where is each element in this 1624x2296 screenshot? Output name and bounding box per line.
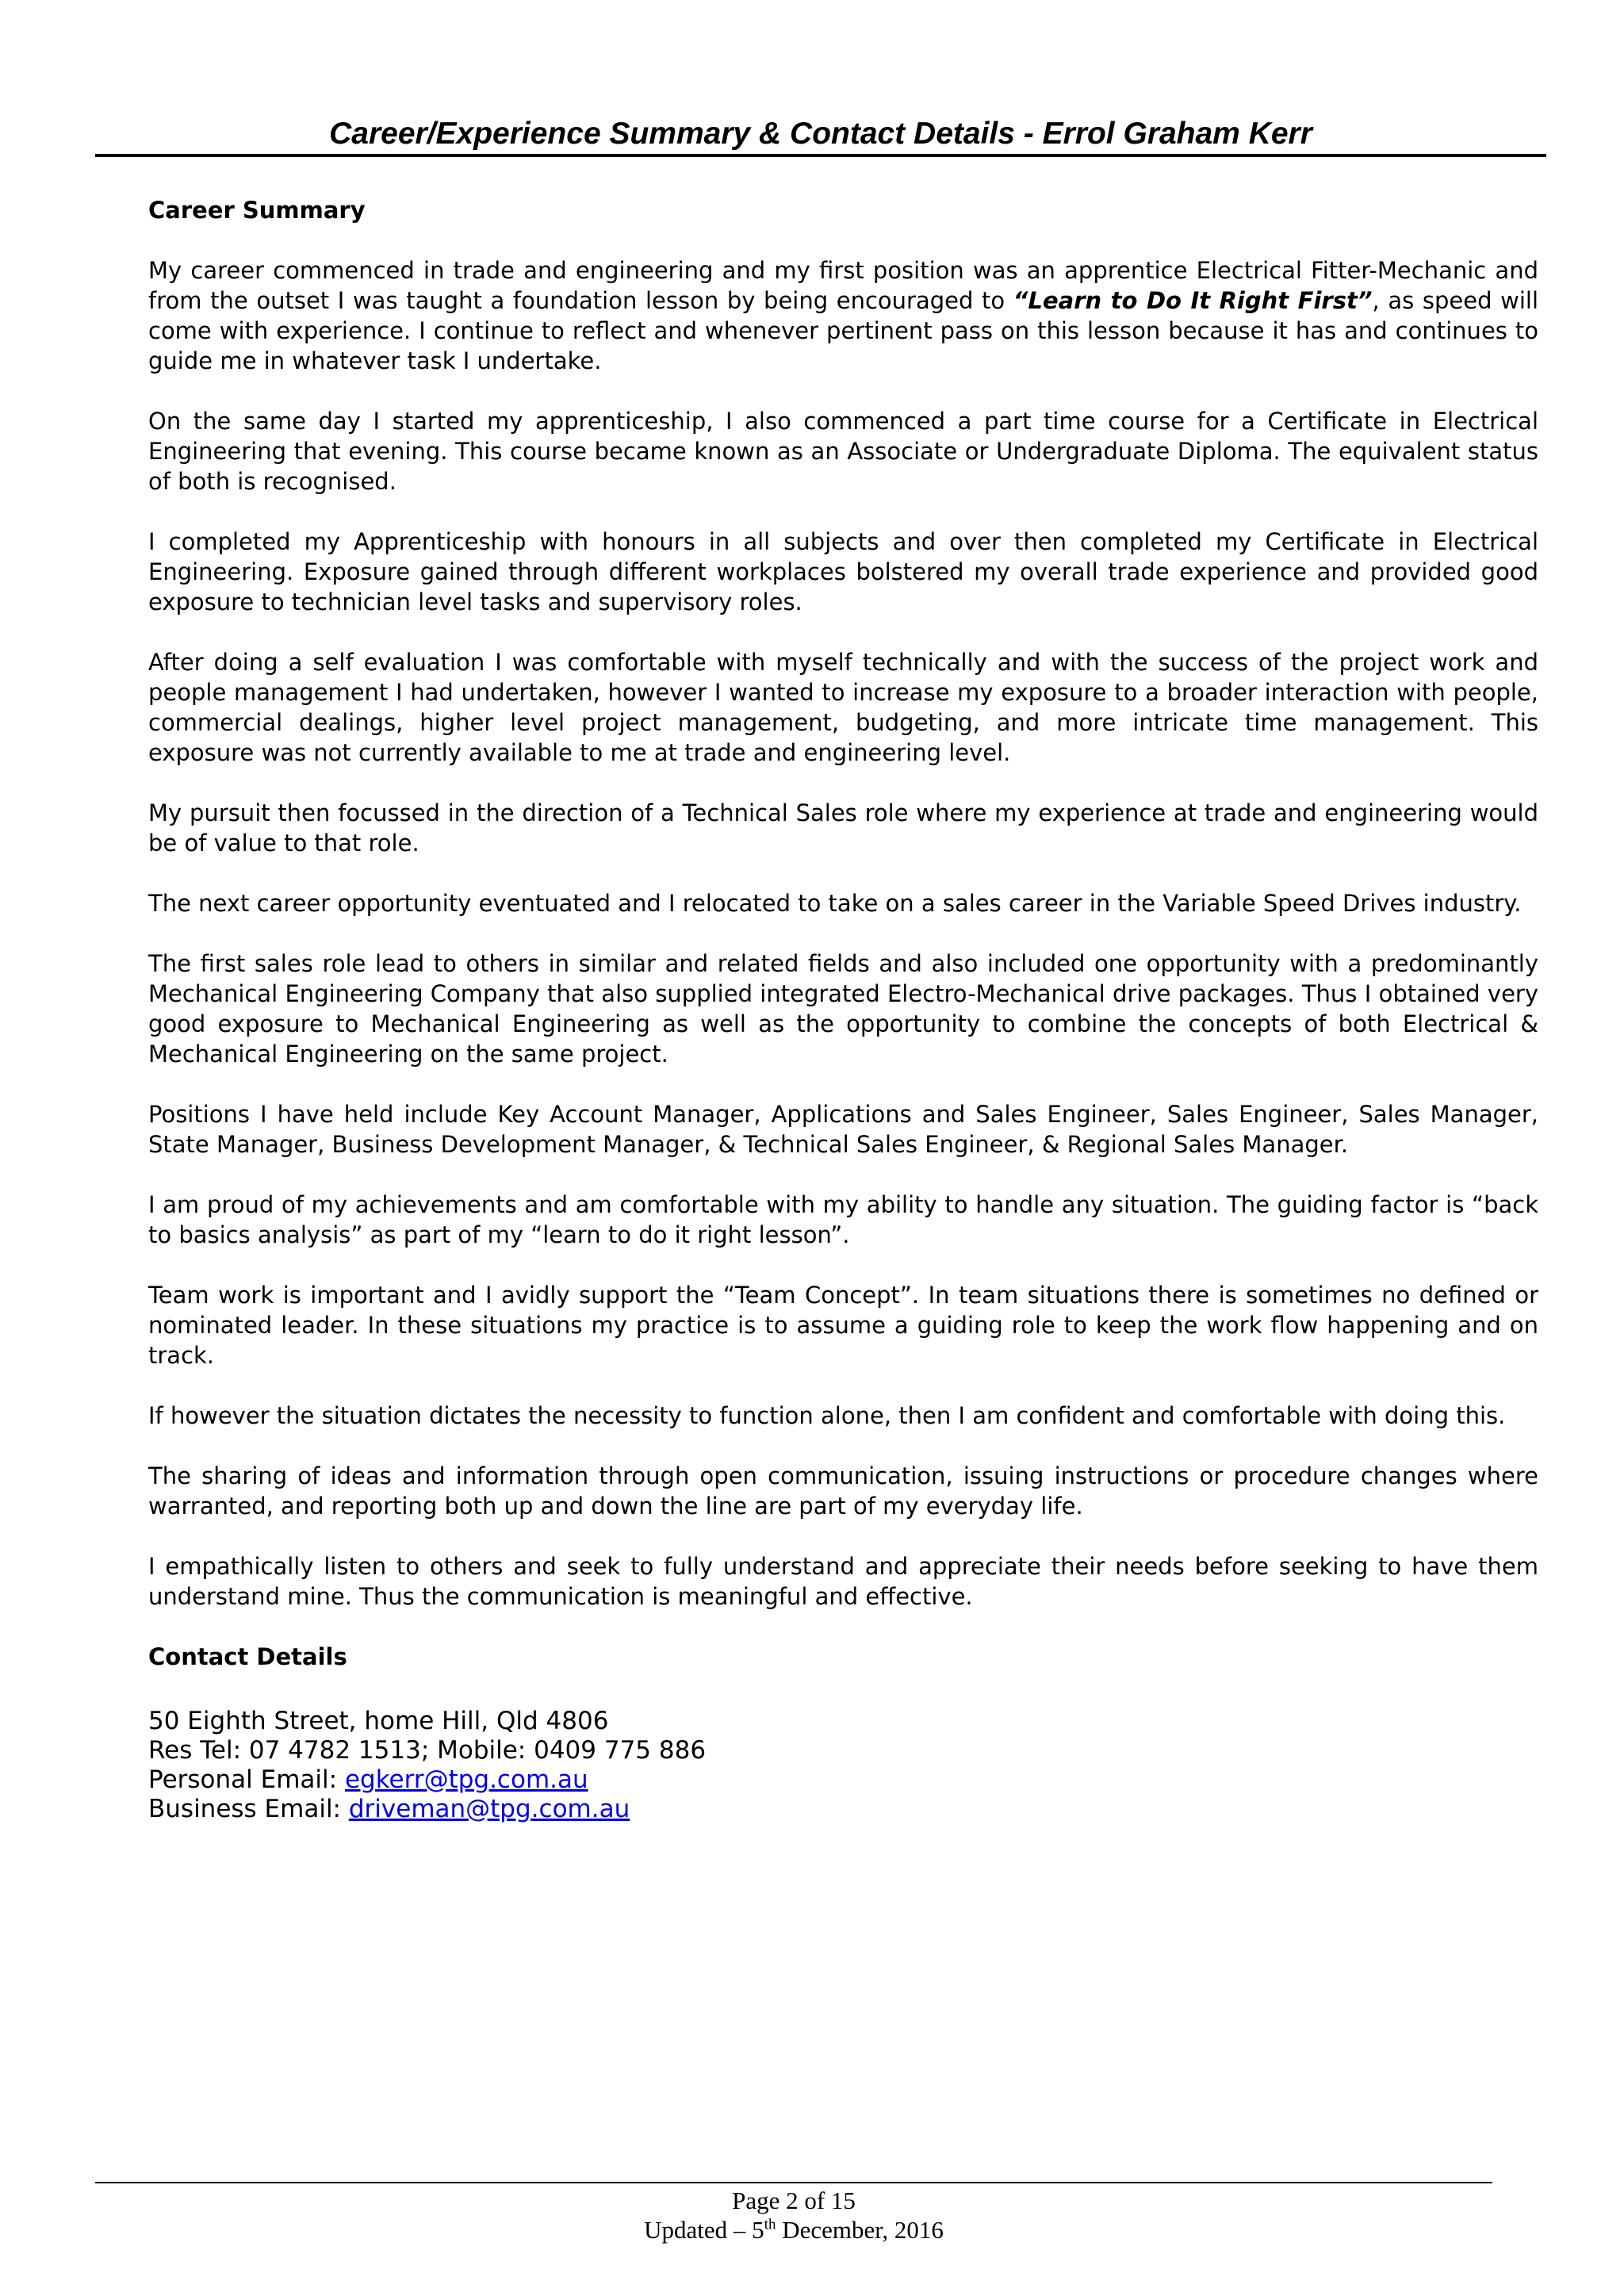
career-paragraph: After doing a self evaluation I was comfortable with myself technically and with the success of the project work and people management I had undertaken, however I wanted to increase my exposure to a broader interaction with people, commercial dealings, higher level project management, budgeting, and more intricate time management. This exposure was not currently available to me at trade and engineering level.	[148, 649, 1538, 766]
business-email-label: Business Email:	[148, 1795, 349, 1823]
career-paragraph: Positions I have held include Key Account Manager, Applications and Sales Engineer, Sales Engineer, Sales Manager, State Manager, Business Development Manager, & Technical Sales Engineer, & Regional Sales Manager.	[148, 1101, 1538, 1158]
page-footer	[95, 2186, 1492, 2244]
updated-date	[95, 2215, 1492, 2244]
page-number: Page 2 of 15	[732, 2187, 856, 2214]
document-body	[148, 195, 1538, 1824]
phone-numbers: Res Tel: 07 4782 1513; Mobile: 0409 775 886	[148, 1736, 707, 1765]
personal-email-link[interactable]: egkerr@tpg.com.au	[344, 1765, 588, 1794]
personal-email-line	[148, 1765, 1538, 1795]
career-paragraph: The sharing of ideas and information through open communication, issuing instructions or procedure changes where warranted, and reporting both up and down the line are part of my everyday life.	[148, 1462, 1538, 1520]
updated-prefix: Updated – 5	[644, 2216, 764, 2244]
career-summary-heading: Career Summary	[148, 197, 366, 224]
career-paragraph: I empathically listen to others and seek to fully understand and appreciate their needs before seeking to have them understand mine. Thus the communication is meaningful and effective.	[148, 1553, 1538, 1610]
header-divider	[95, 154, 1546, 157]
address: 50 Eighth Street, home Hill, Qld 4806	[148, 1707, 609, 1735]
career-paragraph: If however the situation dictates the necessity to function alone, then I am confident and comfortable with doing this.	[148, 1402, 1506, 1429]
career-paragraph: Team work is important and I avidly support the “Team Concept”. In team situations there is sometimes no defined or nominated leader. In these situations my practice is to assume a guiding role to keep the work flow happening and on track.	[148, 1282, 1538, 1369]
footer-divider	[95, 2182, 1492, 2183]
intro-text-start: My career commenced in trade and engineering and my first position was an apprentice Electrical Fitter-Mechanic and from the outset I was taught a foundation lesson by being encouraged to	[148, 257, 1538, 314]
career-paragraph: On the same day I started my apprenticeship, I also commenced a part time course for a Certificate in Electrical Engineering that evening. This course became known as an Associate or Undergraduate Diploma. The equivalent status of both is recognised.	[148, 408, 1538, 495]
updated-ordinal: th	[764, 2216, 776, 2233]
contact-details-heading: Contact Details	[148, 1643, 347, 1670]
intro-paragraph	[148, 255, 1538, 376]
intro-text-end: , as speed will come with experience. I continue to reflect and whenever pertinent pass on this lesson because it has and continues to guide me in whatever task I undertake.	[148, 287, 1539, 374]
career-paragraph: The next career opportunity eventuated and I relocated to take on a sales career in the Variable Speed Drives industry.	[148, 890, 1522, 917]
business-email-link[interactable]: driveman@tpg.com.au	[348, 1795, 630, 1823]
personal-email-label: Personal Email:	[148, 1765, 345, 1794]
career-paragraph: I completed my Apprenticeship with honours in all subjects and over then completed my Certificate in Electrical Engineering. Exposure gained through different workplaces bolstered my overall trade experience and provided good exposure to technician level tasks and supervisory roles.	[148, 528, 1538, 615]
page-title: Career/Experience Summary & Contact Details - Errol Graham Kerr	[329, 117, 1312, 151]
contact-block	[148, 1707, 1538, 1824]
business-email-line	[148, 1795, 1538, 1824]
updated-suffix: December, 2016	[776, 2216, 944, 2244]
career-paragraph: I am proud of my achievements and am comfortable with my ability to handle any situation. The guiding factor is “back to basics analysis” as part of my “learn to do it right lesson”.	[148, 1191, 1538, 1248]
career-paragraph: The first sales role lead to others in similar and related fields and also included one opportunity with a predominantly Mechanical Engineering Company that also supplied integrated Electro-Mechanical drive packages. Thus I obtained very good exposure to Mechanical Engineering as well as the opportunity to combine the concepts of both Electrical & Mechanical Engineering on the same project.	[148, 950, 1538, 1068]
career-paragraph: My pursuit then focussed in the direction of a Technical Sales role where my experience at trade and engineering would be of value to that role.	[148, 799, 1538, 857]
intro-emphasis: “Learn to Do It Right First”	[1013, 287, 1373, 314]
